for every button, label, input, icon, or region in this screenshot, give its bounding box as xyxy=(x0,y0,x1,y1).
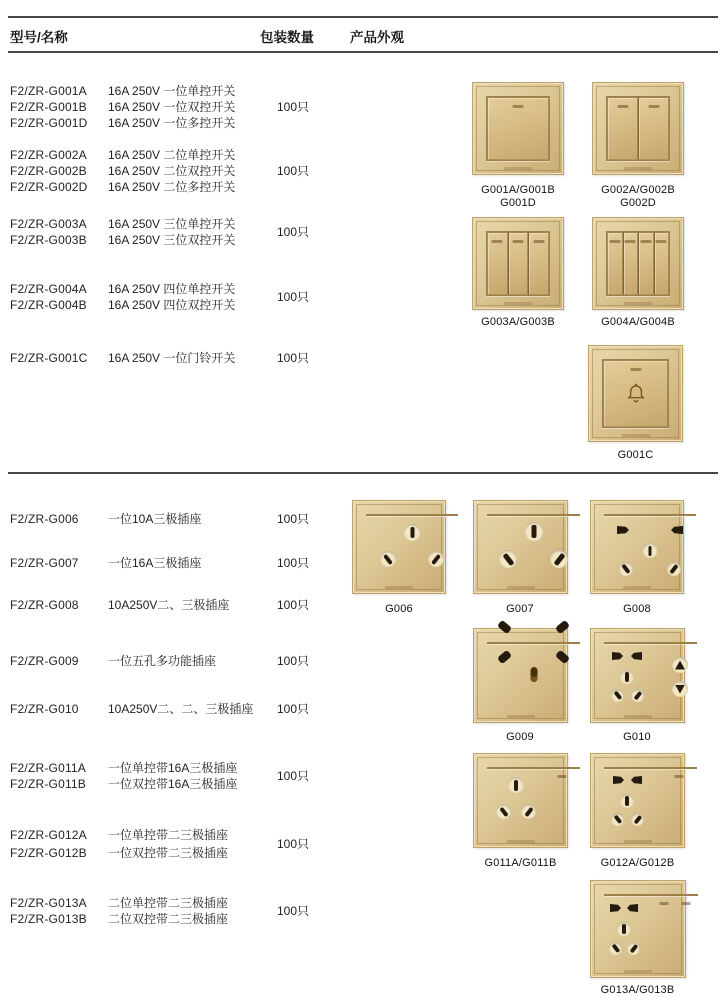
model-code: F2/ZR-G012A xyxy=(10,828,87,842)
product-desc: 一位单控带二三极插座 xyxy=(108,828,229,842)
socket-hole-earth xyxy=(617,922,631,936)
quantity-g006: 100只 xyxy=(277,512,310,526)
socket-flat-slot xyxy=(613,776,624,784)
socket-hole-neutral xyxy=(521,804,536,819)
socket-hole-live xyxy=(609,942,622,955)
catalog-row-g008 xyxy=(10,598,229,612)
switch-button xyxy=(607,97,638,160)
socket-hole-neutral xyxy=(627,942,640,955)
socket-hole-live xyxy=(499,550,517,568)
model-code: F2/ZR-G013A xyxy=(10,896,87,910)
socket-hole-neutral xyxy=(428,551,444,567)
caption-g001c: G001C xyxy=(617,449,654,461)
socket-slot xyxy=(625,796,629,806)
quantity-g007: 100只 xyxy=(277,556,310,570)
brand-mark xyxy=(640,240,651,243)
socket-face xyxy=(604,642,697,644)
catalog-row-g013b xyxy=(10,912,228,926)
socket-slot xyxy=(431,553,441,564)
caption-line: G001D xyxy=(500,197,536,209)
model-code: F2/ZR-G006 xyxy=(10,512,79,526)
plate-frame xyxy=(594,632,681,719)
product-image-g011-switch-socket-3pin xyxy=(473,753,568,848)
socket-chunk-slot xyxy=(497,620,512,634)
catalog-row-g001d xyxy=(10,116,235,130)
caption-g007: G007 xyxy=(506,603,534,615)
product-desc: 一位双控带16A三极插座 xyxy=(108,777,238,791)
plate-frame xyxy=(594,884,682,974)
catalog-row-g006 xyxy=(10,512,201,526)
model-code: F2/ZR-G001C xyxy=(10,351,88,365)
caption-g010: G010 xyxy=(623,731,651,743)
socket-slot xyxy=(514,780,518,791)
product-desc: 一位单控带16A三极插座 xyxy=(108,761,238,775)
quantity-g004: 100只 xyxy=(277,290,310,304)
socket-double-hole xyxy=(530,667,537,682)
catalog-row-g011a xyxy=(10,761,237,775)
header-rule xyxy=(8,51,718,53)
quantity-g010: 100只 xyxy=(277,702,310,716)
model-code: F2/ZR-G008 xyxy=(10,598,79,612)
product-image-g003-switch-3gang xyxy=(472,217,564,310)
socket-face xyxy=(604,514,696,516)
socket-slot xyxy=(553,552,565,565)
caption-g001 xyxy=(462,184,574,210)
socket-slot xyxy=(633,815,641,824)
brand-mark xyxy=(681,902,690,905)
catalog-row-g009 xyxy=(10,654,216,668)
product-desc: 一位双控带二三极插座 xyxy=(108,846,229,860)
socket-slot xyxy=(622,924,626,934)
socket-slot xyxy=(611,944,619,953)
model-code: F2/ZR-G004A xyxy=(10,282,87,296)
catalog-row-g001b xyxy=(10,100,235,114)
product-image-g004-switch-4gang xyxy=(592,217,684,310)
caption-g004: G004A/G004B xyxy=(601,316,675,328)
quantity-g012: 100只 xyxy=(277,837,310,851)
catalog-row-g004b xyxy=(10,298,235,312)
socket-hole-earth xyxy=(620,670,634,684)
quantity-g001c: 100只 xyxy=(277,351,310,365)
socket-hole-neutral xyxy=(667,562,681,576)
socket-flat-slot xyxy=(631,776,642,784)
switch-button xyxy=(638,97,669,160)
quantity-g003: 100只 xyxy=(277,225,310,239)
brand-mark xyxy=(648,105,659,108)
caption-g009: G009 xyxy=(506,731,534,743)
product-desc: 一位五孔多功能插座 xyxy=(108,654,217,668)
product-image-g001-switch-1gang xyxy=(472,82,564,175)
product-desc: 10A250V二、二、三极插座 xyxy=(108,702,254,716)
socket-face xyxy=(487,642,580,644)
socket-slot xyxy=(410,527,414,538)
socket-triangle-slot xyxy=(675,661,685,670)
catalog-row-g002d xyxy=(10,180,235,194)
caption-g011: G011A/G011B xyxy=(484,857,557,869)
combo-face xyxy=(604,894,698,896)
socket-slot xyxy=(531,525,536,538)
product-desc: 二位双控带二三极插座 xyxy=(108,912,229,926)
socket-slot xyxy=(524,806,533,816)
top-rule xyxy=(8,16,718,18)
catalog-row-g002b xyxy=(10,164,235,178)
product-desc: 16A 250V 四位单控开关 xyxy=(108,282,236,296)
socket-hole-earth xyxy=(524,522,543,541)
product-image-g008-socket-5hole xyxy=(590,500,684,594)
quantity-g001: 100只 xyxy=(277,100,310,114)
brand-mark xyxy=(513,105,524,108)
socket-slot xyxy=(613,815,621,824)
caption-g002 xyxy=(582,184,694,210)
product-image-g013-2switch-socket-5hole xyxy=(590,880,686,978)
product-image-g001c-doorbell-switch xyxy=(588,345,683,442)
column-header-quantity: 包装数量 xyxy=(260,30,314,45)
switch-button xyxy=(487,97,549,160)
model-code: F2/ZR-G012B xyxy=(10,846,87,860)
caption-g013: G013A/G013B xyxy=(600,984,675,996)
combo-face xyxy=(487,767,580,769)
brand-mark xyxy=(674,775,683,778)
switch-button xyxy=(487,232,508,295)
switch-button xyxy=(623,232,639,295)
product-desc: 16A 250V 二位多控开关 xyxy=(108,180,236,194)
product-desc: 16A 250V 一位门铃开关 xyxy=(108,351,236,365)
socket-flat-slot xyxy=(610,904,621,912)
plate-frame xyxy=(594,757,681,844)
product-image-g009-socket-multifunction xyxy=(473,628,568,723)
catalog-row-g011b xyxy=(10,777,237,791)
section-divider xyxy=(8,472,718,474)
switch-button xyxy=(508,232,529,295)
model-code: F2/ZR-G003B xyxy=(10,233,87,247)
product-image-g007-socket-3pin-16a xyxy=(473,500,568,594)
model-code: F2/ZR-G003A xyxy=(10,217,87,231)
catalog-row-g001c xyxy=(10,351,235,365)
catalog-row-g012b xyxy=(10,846,228,860)
caption-g003: G003A/G003B xyxy=(481,316,555,328)
brand-mark xyxy=(656,240,667,243)
switch-face xyxy=(602,359,669,428)
socket-slot xyxy=(670,564,679,574)
brand-mark xyxy=(533,240,544,243)
socket-triangle-slot xyxy=(675,685,685,694)
switch-button xyxy=(638,232,654,295)
caption-line: G002D xyxy=(620,197,656,209)
caption-g008: G008 xyxy=(623,603,651,615)
product-desc: 16A 250V 一位多控开关 xyxy=(108,116,236,130)
plate-frame xyxy=(594,504,680,590)
socket-flat-slot xyxy=(671,526,683,534)
model-code: F2/ZR-G013B xyxy=(10,912,87,926)
catalog-row-g007 xyxy=(10,556,201,570)
socket-chunk-slot xyxy=(555,620,570,634)
product-desc: 16A 250V 二位单控开关 xyxy=(108,148,236,162)
switch-button xyxy=(528,232,549,295)
brand-mark xyxy=(630,368,641,371)
socket-slot xyxy=(502,552,514,565)
socket-slot xyxy=(633,691,641,700)
quantity-g002: 100只 xyxy=(277,164,310,178)
model-code: F2/ZR-G007 xyxy=(10,556,79,570)
socket-hole-neutral xyxy=(550,550,568,568)
socket-flat-slot xyxy=(612,652,623,660)
brand-mark xyxy=(625,240,636,243)
socket-slot xyxy=(613,691,621,700)
socket-hole-earth xyxy=(643,543,658,558)
caption-line: G001A/G001B xyxy=(481,184,555,196)
switch-face xyxy=(486,231,550,296)
socket-flat-slot xyxy=(631,652,642,660)
model-code: F2/ZR-G001B xyxy=(10,100,87,114)
socket-hole-2pin xyxy=(672,681,688,697)
switch-button xyxy=(654,232,670,295)
product-desc: 16A 250V 三位双控开关 xyxy=(108,233,236,247)
brand-mark xyxy=(492,240,503,243)
socket-chunk-slot xyxy=(555,650,570,664)
socket-hole-live xyxy=(611,813,624,826)
plate-frame xyxy=(356,504,442,590)
socket-slot xyxy=(383,553,393,564)
product-desc: 16A 250V 二位双控开关 xyxy=(108,164,236,178)
product-image-g012-switch-socket-5hole xyxy=(590,753,685,848)
caption-g006: G006 xyxy=(385,603,413,615)
model-code: F2/ZR-G011B xyxy=(10,777,86,791)
socket-hole-live xyxy=(619,562,633,576)
switch-face xyxy=(606,231,670,296)
product-desc: 10A250V二、三极插座 xyxy=(108,598,230,612)
product-desc: 16A 250V 一位单控开关 xyxy=(108,84,236,98)
product-desc: 一位16A三极插座 xyxy=(108,556,202,570)
socket-hole-neutral xyxy=(631,689,644,702)
socket-hole-live xyxy=(611,689,624,702)
switch-face xyxy=(486,96,550,161)
socket-hole-live xyxy=(380,551,396,567)
doorbell-button xyxy=(603,360,668,427)
catalog-row-g001a xyxy=(10,84,235,98)
catalog-row-g004a xyxy=(10,282,235,296)
plate-frame xyxy=(477,757,564,844)
model-code: F2/ZR-G001D xyxy=(10,116,88,130)
socket-slot xyxy=(622,564,631,574)
plate-frame xyxy=(477,504,564,590)
socket-slot xyxy=(648,546,652,556)
model-code: F2/ZR-G001A xyxy=(10,84,87,98)
catalog-row-g003b xyxy=(10,233,235,247)
model-code: F2/ZR-G010 xyxy=(10,702,79,716)
switch-face xyxy=(606,96,670,161)
product-image-g006-socket-3pin xyxy=(352,500,446,594)
brand-mark xyxy=(609,240,620,243)
quantity-g008: 100只 xyxy=(277,598,310,612)
product-desc: 16A 250V 四位双控开关 xyxy=(108,298,236,312)
socket-hole-live xyxy=(496,804,511,819)
brand-mark xyxy=(659,902,668,905)
caption-line: G002A/G002B xyxy=(601,184,675,196)
product-image-g002-switch-2gang xyxy=(592,82,684,175)
socket-face xyxy=(487,514,580,516)
quantity-g011: 100只 xyxy=(277,769,310,783)
caption-g012: G012A/G012B xyxy=(600,857,675,869)
bell-icon xyxy=(623,381,649,407)
product-desc: 二位单控带二三极插座 xyxy=(108,896,229,910)
model-code: F2/ZR-G002A xyxy=(10,148,87,162)
socket-slot xyxy=(499,806,508,816)
socket-hole-neutral xyxy=(631,813,644,826)
model-code: F2/ZR-G004B xyxy=(10,298,87,312)
socket-slot xyxy=(629,944,637,953)
column-header-appearance: 产品外观 xyxy=(350,30,404,45)
model-code: F2/ZR-G002B xyxy=(10,164,87,178)
plate-frame xyxy=(477,632,564,719)
catalog-row-g002a xyxy=(10,148,235,162)
socket-hole-earth xyxy=(508,777,524,793)
socket-hole-2pin xyxy=(672,657,688,673)
catalog-row-g003a xyxy=(10,217,235,231)
product-desc: 一位10A三极插座 xyxy=(108,512,202,526)
product-image-g010-socket-combo xyxy=(590,628,685,723)
product-desc: 16A 250V 一位双控开关 xyxy=(108,100,236,114)
product-desc: 16A 250V 三位单控开关 xyxy=(108,217,236,231)
model-code: F2/ZR-G009 xyxy=(10,654,79,668)
socket-face xyxy=(366,514,458,516)
socket-hole-earth xyxy=(620,794,634,808)
socket-flat-slot xyxy=(617,526,629,534)
brand-mark xyxy=(617,105,628,108)
model-code: F2/ZR-G002D xyxy=(10,180,88,194)
switch-button xyxy=(607,232,623,295)
brand-mark xyxy=(513,240,524,243)
socket-chunk-slot xyxy=(497,650,512,664)
socket-slot xyxy=(625,672,629,682)
socket-hole-earth xyxy=(404,524,421,541)
catalog-row-g010 xyxy=(10,702,253,716)
combo-face xyxy=(604,767,697,769)
quantity-g009: 100只 xyxy=(277,654,310,668)
quantity-g013: 100只 xyxy=(277,904,310,918)
model-code: F2/ZR-G011A xyxy=(10,761,86,775)
socket-flat-slot xyxy=(627,904,638,912)
column-header-model: 型号/名称 xyxy=(10,30,68,45)
catalog-row-g012a xyxy=(10,828,228,842)
catalog-row-g013a xyxy=(10,896,228,910)
brand-mark xyxy=(557,775,566,778)
